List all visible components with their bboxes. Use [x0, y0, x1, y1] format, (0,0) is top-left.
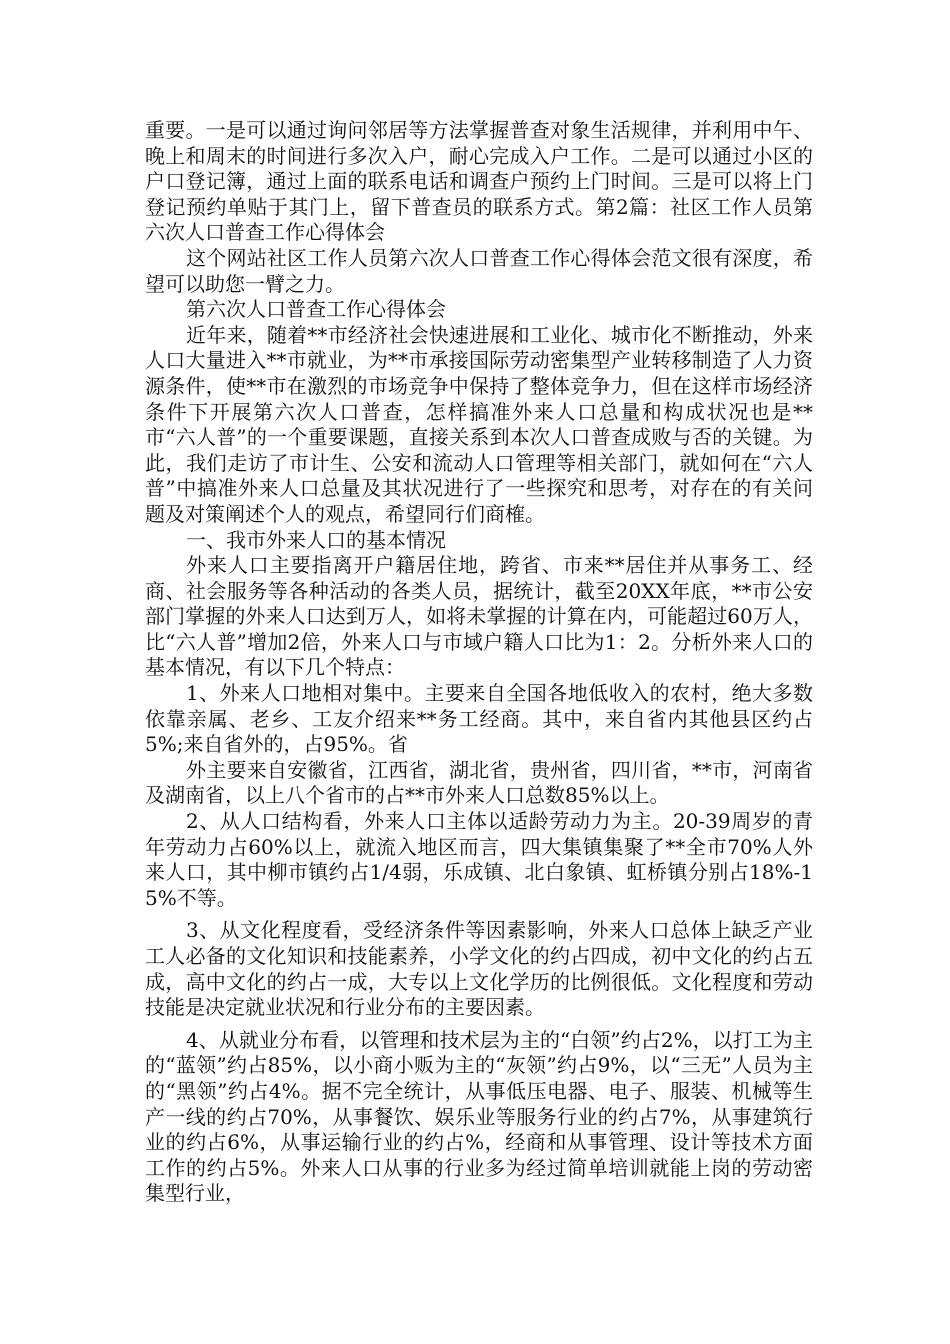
heading-basic-situation: 一、我市外来人口的基本情况	[186, 527, 446, 552]
paragraph-intro-continuation: 重要。一是可以通过询问邻居等方法掌握普查对象生活规律，并利用中午、晚上和周末的时间进行多次入户，耐心完成入户工作。二是可以通过小区的户口登记簿，通过上面的联系电话和调查户预约上门时间。三是可以将上门登记预约单贴于其门上，留下普查员的联系方式。第2篇：社区工作人员第六次人口普查工作心得体会	[145, 118, 813, 245]
paragraph-point-1: 1、外来人口地相对集中。主要来自全国各地低收入的农村，绝大多数依靠亲属、老乡、工友介绍来**务工经商。其中，来自省内其他县区约占5%;来自省外的，占95%。省	[145, 681, 813, 757]
paragraph-website-note: 这个网站社区工作人员第六次人口普查工作心得体会范文很有深度，希望可以助您一臂之力。	[145, 245, 813, 296]
paragraph-point-1-continued: 外主要来自安徽省，江西省，湖北省，贵州省，四川省，**市，河南省及湖南省，以上八个省市的占**市外来人口总数85%以上。	[145, 757, 813, 808]
section-title: 第六次人口普查工作心得体会	[186, 297, 446, 322]
paragraph-point-3: 3、从文化程度看，受经济条件等因素影响，外来人口总体上缺乏产业工人必备的文化知识和技能素养，小学文化的约占四成，初中文化的约占五成，高中文化的约占一成，大专以上文化学历的比例很低。文化程度和劳动技能是决定就业状况和行业分布的主要因素。	[145, 918, 813, 1020]
paragraph-background: 近年来，随着**市经济社会快速进展和工业化、城市化不断推动，外来人口大量进入**市就业，为**市承接国际劳动密集型产业转移制造了人力资源条件，使**市在激烈的市场竞争中保持了整体竞争力，但在这样市场经济条件下开展第六次人口普查，怎样搞准外来人口总量和构成状况也是**市“六人普”的一个重要课题，直接关系到本次人口普查成败与否的关键。为此，我们走访了市计生、公安和流动人口管理等相关部门，就如何在“六人普”中搞准外来人口总量及其状况进行了一些探究和思考，对存在的有关问题及对策阐述个人的观点，希望同行们商榷。	[145, 322, 813, 526]
paragraph-point-4: 4、从就业分布看，以管理和技术层为主的“白领”约占2%，以打工为主的“蓝领”约占85%，以小商小贩为主的“灰领”约占9%，以“三无”人员为主的“黑领”约占4%。据不完全统计，从事低压电器、电子、服装、机械等生产一线的约占70%，从事餐饮、娱乐业等服务行业的约占7%，从事建筑行业的约占6%，从事运输行业的约占%，经商和从事管理、设计等技术方面工作的约占5%。外来人口从事的行业多为经过简单培训就能上岗的劳动密集型行业，	[145, 1027, 813, 1206]
document-body	[145, 118, 813, 1207]
paragraph-population-overview: 外来人口主要指离开户籍居住地，跨省、市来**居住并从事务工、经商、社会服务等各种活动的各类人员，据统计，截至20XX年底，**市公安部门掌握的外来人口达到万人，如将未掌握的计算在内，可能超过60万人，比“六人普”增加2倍，外来人口与市域户籍人口比为1：2。分析外来人口的基本情况，有以下几个特点：	[145, 553, 813, 680]
paragraph-point-2: 2、从人口结构看，外来人口主体以适龄劳动力为主。20-39周岁的青年劳动力占60%以上，就流入地区而言，四大集镇集聚了**全市70%人外来人口，其中柳市镇约占1/4弱，乐成镇、北白象镇、虹桥镇分别占18%-15%不等。	[145, 809, 813, 910]
